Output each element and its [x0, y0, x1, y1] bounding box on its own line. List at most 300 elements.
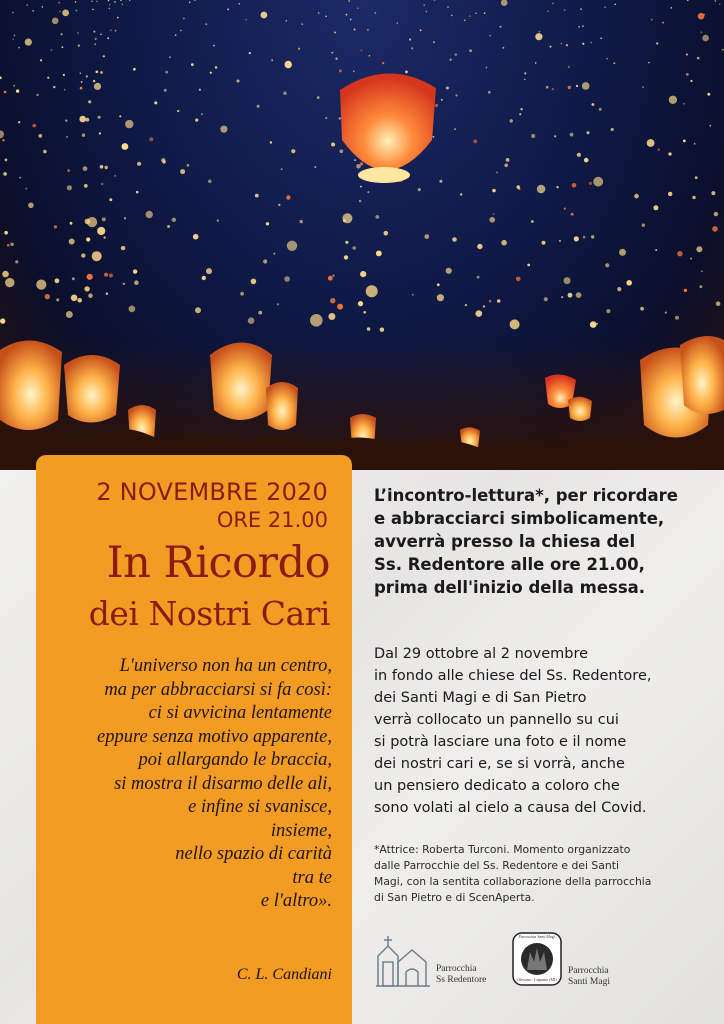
logo-magi-line1: Parrocchia: [568, 966, 609, 976]
distant-lantern: [412, 294, 414, 296]
distant-lantern: [25, 188, 27, 190]
distant-lantern: [366, 285, 378, 297]
logo-redentore: [374, 932, 494, 988]
distant-lantern: [66, 311, 73, 318]
distant-lantern: [169, 56, 171, 58]
distant-lantern: [64, 89, 66, 91]
distant-lantern: [367, 29, 369, 31]
distant-lantern: [121, 246, 125, 250]
distant-lantern: [245, 19, 247, 21]
distant-lantern: [380, 328, 384, 332]
distant-lantern: [3, 172, 7, 176]
distant-lantern: [180, 30, 182, 32]
distant-lantern: [175, 34, 177, 36]
lanterns-photo: [0, 0, 724, 470]
distant-lantern: [213, 45, 215, 47]
distant-lantern: [202, 276, 206, 280]
poem-line: poi allargando le braccia,: [138, 750, 332, 770]
distant-lantern: [613, 62, 615, 64]
distant-lantern: [700, 285, 703, 288]
distant-lantern: [129, 306, 136, 313]
distant-lantern: [564, 277, 571, 284]
distant-lantern: [376, 251, 382, 257]
distant-lantern: [314, 166, 316, 168]
distant-lantern: [420, 29, 422, 31]
distant-lantern: [18, 121, 20, 123]
distant-lantern: [19, 177, 21, 179]
distant-lantern: [535, 62, 537, 64]
poem-line: si mostra il disarmo delle ali,: [114, 773, 332, 794]
distant-lantern: [114, 175, 116, 177]
distant-lantern: [25, 39, 32, 46]
distant-lantern: [84, 286, 89, 291]
distant-lantern: [136, 191, 139, 194]
distant-lantern: [684, 289, 687, 292]
distant-lantern: [686, 73, 689, 76]
distant-lantern: [325, 15, 327, 17]
distant-lantern: [117, 17, 119, 19]
footnote: [374, 842, 714, 906]
distant-lantern: [656, 42, 658, 44]
distant-lantern: [261, 12, 268, 19]
poem: [36, 655, 332, 914]
distant-lantern: [67, 185, 72, 190]
distant-lantern: [642, 86, 644, 88]
distant-lantern: [477, 276, 480, 279]
distant-lantern: [47, 77, 49, 79]
distant-lantern: [248, 317, 255, 324]
distant-lantern: [81, 81, 83, 83]
distant-lantern: [489, 300, 492, 303]
distant-lantern: [432, 136, 434, 138]
distant-lantern: [14, 35, 16, 37]
distant-lantern: [582, 43, 584, 45]
distant-lantern: [239, 3, 241, 5]
distant-lantern: [577, 153, 581, 157]
distant-lantern: [66, 136, 68, 138]
distant-lantern: [367, 327, 371, 331]
distant-lantern: [183, 18, 185, 20]
event-date: 2 NOVEMBRE 2020: [96, 478, 328, 506]
distant-lantern: [423, 4, 425, 6]
distant-lantern: [611, 128, 614, 131]
distant-lantern: [122, 143, 129, 150]
poem-line: tra te: [292, 867, 332, 888]
distant-lantern: [501, 0, 508, 6]
distant-lantern: [516, 277, 521, 282]
distant-lantern: [114, 1, 116, 3]
distant-lantern: [564, 9, 566, 11]
distant-lantern: [137, 162, 141, 166]
distant-lantern: [86, 118, 90, 122]
lead-line: Ss. Redentore alle ore 21.00,: [374, 555, 645, 574]
distant-lantern: [263, 259, 267, 263]
distant-lantern: [103, 55, 105, 57]
distant-lantern: [332, 275, 334, 277]
distant-lantern: [287, 241, 297, 251]
body-line: Dal 29 ottobre al 2 novembre: [374, 646, 589, 662]
distant-lantern: [671, 7, 673, 9]
foreground-lantern: [210, 343, 272, 421]
distant-lantern: [120, 0, 122, 1]
distant-lantern: [100, 165, 104, 169]
distant-lantern: [552, 88, 554, 90]
distant-lantern: [418, 188, 421, 191]
distant-lantern: [172, 218, 176, 222]
distant-lantern: [574, 236, 579, 241]
body-line: si potrà lasciare una foto e il nome: [374, 734, 627, 750]
distant-lantern: [560, 43, 562, 45]
distant-lantern: [194, 0, 196, 1]
distant-lantern: [149, 137, 153, 141]
distant-lantern: [331, 52, 333, 54]
distant-lantern: [134, 280, 139, 285]
distant-lantern: [97, 227, 105, 235]
distant-lantern: [475, 12, 477, 14]
foreground-lantern: [0, 340, 62, 430]
lead-line: e abbracciarci simbolicamente,: [374, 509, 665, 528]
poem-line: e l'altro».: [260, 891, 332, 911]
distant-lantern: [291, 149, 295, 153]
distant-lantern: [10, 243, 14, 247]
distant-lantern: [683, 140, 686, 143]
distant-lantern: [187, 164, 190, 167]
distant-lantern: [701, 270, 703, 272]
distant-lantern: [109, 274, 113, 278]
distant-lantern: [88, 100, 91, 103]
lead-line: L’incontro-lettura*, per ricordare: [374, 486, 678, 505]
distant-lantern: [100, 71, 103, 74]
distant-lantern: [52, 18, 59, 25]
distant-lantern: [101, 183, 103, 185]
body-line: dei Santi Magi e di San Pietro: [374, 690, 587, 706]
distant-lantern: [662, 22, 664, 24]
distant-lantern: [568, 293, 573, 298]
distant-lantern: [692, 196, 695, 199]
distant-lantern: [12, 39, 14, 41]
footnote-line: *Attrice: Roberta Turconi. Momento organizzato: [374, 843, 631, 856]
distant-lantern: [711, 191, 715, 195]
distant-lantern: [683, 103, 685, 105]
distant-lantern: [104, 273, 108, 277]
body-line: verrà collocato un pannello su cui: [374, 712, 619, 728]
distant-lantern: [227, 9, 229, 11]
distant-lantern: [694, 143, 696, 145]
distant-lantern: [318, 12, 320, 14]
distant-lantern: [65, 120, 67, 122]
distant-lantern: [85, 219, 91, 225]
footnote-line: di San Pietro e di ScenAperta.: [374, 891, 535, 904]
distant-lantern: [363, 311, 366, 314]
distant-lantern: [353, 71, 355, 73]
distant-lantern: [451, 15, 453, 17]
distant-lantern: [690, 80, 692, 82]
distant-lantern: [208, 180, 212, 184]
distant-lantern: [486, 67, 488, 69]
distant-lantern: [524, 72, 526, 74]
distant-lantern: [77, 298, 82, 303]
distant-lantern: [301, 23, 303, 25]
distant-lantern: [62, 46, 64, 48]
poem-line: insieme,: [270, 820, 332, 841]
distant-lantern: [40, 59, 42, 61]
distant-lantern: [33, 124, 37, 128]
distant-lantern: [109, 198, 112, 201]
distant-lantern: [255, 194, 259, 198]
magi-badge-bottom-text: Olevano - Legnano (MI): [517, 977, 557, 982]
lead-line: avverrà presso la chiesa del: [374, 532, 636, 551]
distant-lantern: [154, 101, 157, 104]
distant-lantern: [346, 14, 348, 16]
distant-lantern: [339, 69, 342, 72]
distant-lantern: [325, 117, 327, 119]
distant-lantern: [687, 0, 689, 1]
distant-lantern: [133, 68, 136, 71]
distant-lantern: [411, 47, 413, 49]
distant-lantern: [87, 274, 93, 280]
distant-lantern: [12, 12, 14, 14]
distant-lantern: [77, 32, 79, 34]
distant-lantern: [110, 29, 112, 31]
distant-lantern: [42, 6, 44, 8]
distant-lantern: [375, 215, 379, 219]
distant-lantern: [450, 59, 452, 61]
distant-lantern: [53, 86, 55, 88]
distant-lantern: [80, 73, 82, 75]
distant-lantern: [93, 31, 95, 33]
distant-lantern: [310, 314, 323, 327]
poem-line: eppure senza motivo apparente,: [97, 726, 332, 747]
distant-lantern: [503, 47, 505, 49]
distant-lantern: [300, 220, 303, 223]
distant-lantern: [258, 311, 262, 315]
distant-lantern: [452, 237, 457, 242]
distant-lantern: [81, 253, 85, 257]
distant-lantern: [489, 217, 495, 223]
distant-lantern: [195, 119, 198, 122]
distant-lantern: [93, 80, 95, 82]
distant-lantern: [439, 180, 442, 183]
distant-lantern: [434, 0, 436, 1]
distant-lantern: [469, 15, 471, 17]
distant-lantern: [0, 77, 2, 80]
distant-lantern: [614, 4, 616, 6]
poem-line: ci si avvicina lentamente: [148, 703, 332, 723]
distant-lantern: [360, 186, 362, 188]
distant-lantern: [642, 224, 645, 227]
distant-lantern: [28, 203, 34, 209]
distant-lantern: [357, 7, 359, 9]
distant-lantern: [686, 53, 688, 55]
distant-lantern: [191, 63, 194, 66]
distant-lantern: [257, 105, 260, 108]
distant-lantern: [328, 276, 333, 281]
distant-lantern: [354, 159, 356, 161]
distant-lantern: [5, 278, 14, 287]
distant-lantern: [220, 126, 227, 133]
distant-lantern: [369, 55, 371, 57]
lead-paragraph: [374, 484, 714, 599]
distant-lantern: [2, 271, 9, 278]
distant-lantern: [62, 10, 69, 17]
distant-lantern: [516, 185, 520, 189]
distant-lantern: [4, 231, 8, 235]
distant-lantern: [102, 217, 106, 221]
distant-lantern: [500, 26, 502, 28]
distant-lantern: [103, 236, 105, 238]
distant-lantern: [409, 38, 411, 40]
distant-lantern: [334, 32, 336, 34]
distant-lantern: [374, 12, 376, 14]
distant-lantern: [669, 96, 677, 104]
distant-lantern: [98, 116, 101, 119]
distant-lantern: [473, 139, 477, 143]
distant-lantern: [350, 19, 352, 21]
distant-lantern: [593, 177, 603, 187]
distant-lantern: [510, 319, 520, 329]
distant-lantern: [496, 172, 498, 174]
distant-lantern: [354, 29, 356, 31]
distant-lantern: [270, 141, 272, 143]
distant-lantern: [328, 313, 335, 320]
distant-lantern: [283, 92, 286, 95]
distant-lantern: [561, 296, 563, 298]
lead-line: prima dell'inizio della messa.: [374, 578, 646, 597]
title-main: In Ricordo: [106, 538, 330, 588]
distant-lantern: [665, 312, 667, 314]
distant-lantern: [69, 239, 75, 245]
distant-lantern: [285, 61, 292, 68]
distant-lantern: [554, 135, 556, 137]
distant-lantern: [201, 113, 203, 115]
distant-lantern: [161, 158, 165, 162]
distant-lantern: [564, 208, 566, 210]
title-sub: dei Nostri Cari: [88, 594, 330, 633]
foreground-lantern: [680, 336, 724, 414]
distant-lantern: [119, 115, 121, 117]
distant-lantern: [251, 279, 257, 285]
distant-lantern: [335, 58, 337, 60]
distant-lantern: [715, 0, 717, 2]
distant-lantern: [520, 108, 522, 110]
distant-lantern: [96, 71, 99, 74]
distant-lantern: [397, 22, 399, 24]
distant-lantern: [70, 222, 73, 225]
distant-lantern: [606, 58, 608, 60]
distant-lantern: [189, 2, 191, 4]
distant-lantern: [88, 293, 93, 298]
distant-lantern: [424, 234, 429, 239]
distant-lantern: [483, 305, 485, 307]
distant-lantern: [360, 271, 366, 277]
distant-lantern: [317, 96, 320, 99]
distant-lantern: [510, 119, 513, 122]
distant-lantern: [167, 225, 170, 228]
distant-lantern: [339, 117, 341, 119]
distant-lantern: [591, 235, 594, 238]
distant-lantern: [86, 237, 90, 241]
distant-lantern: [719, 3, 721, 5]
distant-lantern: [572, 183, 577, 188]
distant-lantern: [655, 249, 657, 251]
distant-lantern: [105, 166, 108, 169]
distant-lantern: [96, 1, 98, 3]
distant-lantern: [437, 294, 444, 301]
distant-lantern: [99, 132, 101, 134]
distant-lantern: [240, 292, 244, 296]
distant-lantern: [568, 66, 570, 68]
distant-lantern: [286, 195, 290, 199]
distant-lantern: [716, 301, 721, 306]
distant-lantern: [281, 168, 283, 170]
distant-lantern: [592, 103, 595, 106]
distant-lantern: [7, 244, 10, 247]
distant-lantern: [484, 12, 486, 14]
distant-lantern: [405, 71, 408, 74]
distant-lantern: [382, 62, 384, 64]
distant-lantern: [675, 316, 679, 320]
logo-magi-line2: Santi Magi: [568, 977, 610, 987]
distant-lantern: [2, 139, 4, 141]
distant-lantern: [80, 87, 83, 90]
distant-lantern: [348, 0, 350, 2]
distant-lantern: [26, 4, 28, 6]
distant-lantern: [0, 130, 4, 138]
distant-lantern: [714, 212, 718, 216]
distant-lantern: [16, 89, 19, 92]
distant-lantern: [605, 263, 609, 267]
distant-lantern: [384, 231, 389, 236]
distant-lantern: [133, 269, 137, 273]
distant-lantern: [36, 280, 46, 290]
distant-lantern: [123, 283, 125, 285]
distant-lantern: [360, 162, 363, 165]
distant-lantern: [464, 20, 466, 22]
distant-lantern: [79, 116, 86, 123]
distant-lantern: [690, 258, 692, 260]
distant-lantern: [129, 0, 131, 1]
distant-lantern: [284, 276, 290, 282]
distant-lantern: [164, 89, 167, 92]
foreground-lantern: [64, 355, 120, 423]
distant-lantern: [78, 45, 80, 47]
distant-lantern: [465, 304, 467, 306]
distant-lantern: [578, 26, 580, 28]
footnote-line: Magi, con la sentita collaborazione della parrocchia: [374, 875, 652, 888]
body-line: in fondo alle chiese del Ss. Redentore,: [374, 668, 652, 684]
distant-lantern: [195, 307, 201, 313]
distant-lantern: [56, 298, 59, 301]
poem-line: ma per abbracciarsi si fa così:: [104, 679, 332, 700]
sky-lanterns-image: [0, 0, 724, 470]
distant-lantern: [539, 31, 541, 33]
distant-lantern: [497, 299, 501, 303]
distant-lantern: [501, 240, 507, 246]
distant-lantern: [658, 149, 660, 151]
distant-lantern: [82, 134, 85, 137]
distant-lantern: [599, 108, 602, 111]
distant-lantern: [617, 287, 621, 291]
distant-lantern: [504, 164, 508, 168]
distant-lantern: [75, 1, 77, 3]
distant-lantern: [604, 6, 606, 8]
distant-lantern: [54, 225, 57, 228]
distant-lantern: [277, 303, 279, 305]
distant-lantern: [205, 23, 207, 25]
distant-lantern: [115, 30, 117, 32]
distant-lantern: [94, 83, 101, 90]
poem-author: C. L. Candiani: [236, 966, 332, 983]
